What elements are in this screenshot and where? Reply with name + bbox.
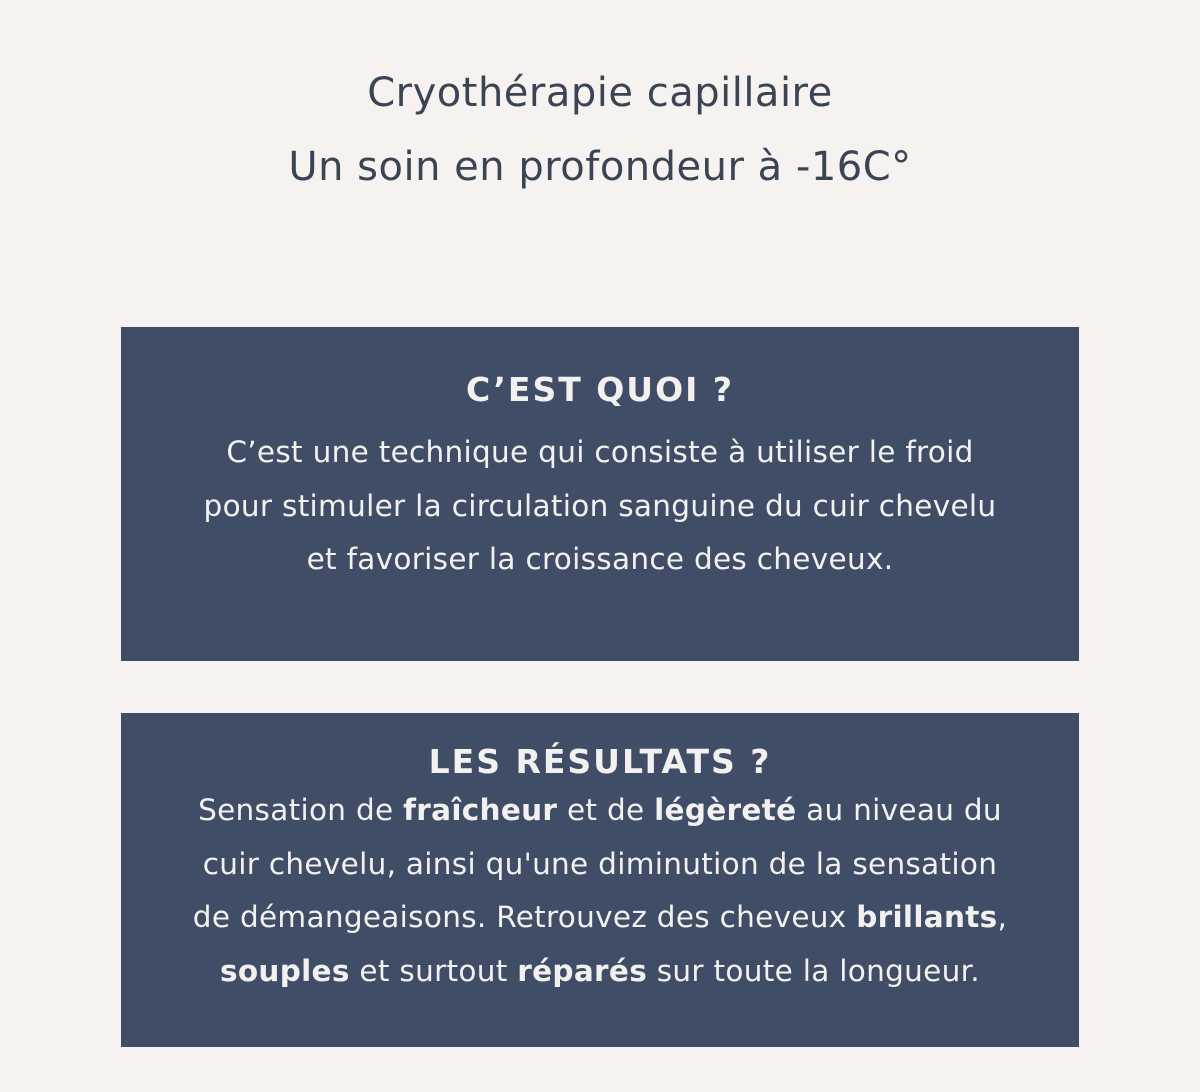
bold-text-span: fraîcheur: [403, 793, 558, 827]
card-body-line: [121, 784, 1079, 838]
bold-text-span: réparés: [517, 953, 648, 988]
card-body-line: [121, 838, 1079, 892]
card-body-line: pour stimuler la circulation sanguine du cuir chevelu: [203, 488, 997, 523]
card-body-line: [121, 891, 1079, 945]
card-body-line: et favoriser la croissance des cheveux.: [306, 542, 894, 576]
page-subtitle: Un soin en profondeur à -16C°: [288, 144, 912, 190]
text-span: et surtout: [349, 953, 518, 988]
text-span: et de: [557, 793, 655, 827]
text-span: ,: [997, 900, 1008, 934]
bold-text-span: légèreté: [654, 793, 797, 827]
card-title: LES RÉSULTATS ?: [428, 742, 772, 781]
card-body-line: C’est une technique qui consiste à utiliser le froid: [226, 435, 974, 469]
bold-text-span: brillants: [856, 900, 998, 934]
card-title: C’EST QUOI ?: [465, 370, 735, 409]
info-card-what-is-it: [121, 327, 1079, 661]
text-span: de démangeaisons. Retrouvez des cheveux: [192, 900, 857, 934]
text-span: cuir chevelu, ainsi qu'une diminution de la sensation: [202, 846, 998, 881]
text-span: sur toute la longueur.: [647, 953, 980, 988]
page-header: [0, 56, 1200, 204]
card-body: [121, 784, 1079, 998]
bold-text-span: souples: [220, 953, 350, 988]
card-body: [121, 426, 1079, 587]
page-title: Cryothérapie capillaire: [367, 70, 833, 116]
card-body-line: [121, 945, 1079, 999]
info-card-results: [121, 713, 1079, 1047]
text-span: Sensation de: [198, 793, 404, 827]
text-span: au niveau du: [796, 793, 1002, 827]
